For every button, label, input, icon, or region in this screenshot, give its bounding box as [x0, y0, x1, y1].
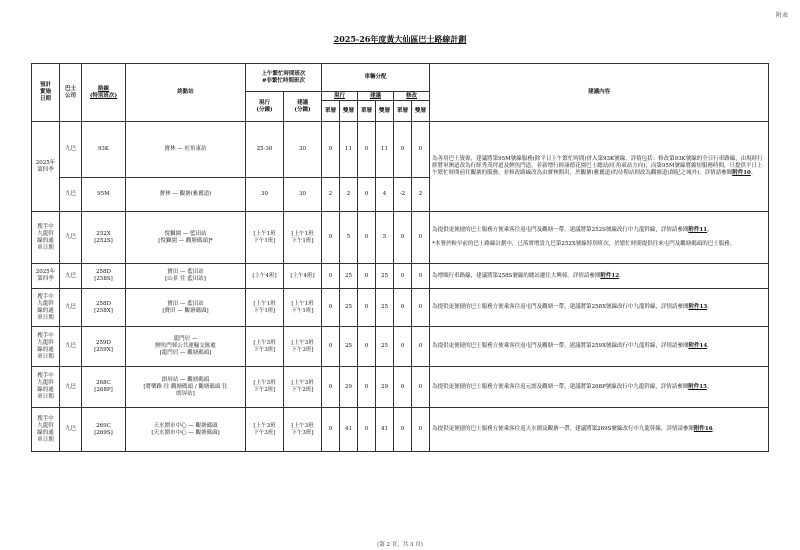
implementation-date: 搜手中 九龍幹 線的通 車日期 — [32, 367, 60, 408]
alloc-change-double: 0 — [394, 327, 412, 367]
alloc-current-single: 25 — [340, 289, 358, 327]
proposal-remarks: 為提供更便捷的巴士服務方便乘客往返屯門及觀塘一帶，建議將第258X號線改行中九龍幹線，詳情請參閱附件13。 — [430, 289, 769, 327]
proposal-remarks: 為提供更便捷的巴士服務方便乘客往返天水圍及觀塘一帶，建議將第269S號線改行中九龍幹線，詳情請參閱附件16。 — [430, 408, 769, 452]
annex-label: 附表 — [775, 12, 788, 19]
alloc-current-double: 0 — [322, 264, 340, 289]
freq-proposed: [上午4班] — [284, 264, 322, 289]
bus-company: 九巴 — [60, 408, 82, 452]
table-row — [32, 327, 769, 367]
header-deck-single: 雙層 — [376, 101, 394, 122]
freq-proposed: [上午3班 下午3班] — [284, 408, 322, 452]
alloc-change-double: 0 — [394, 289, 412, 327]
header-route: 路線 (特別班次) — [82, 64, 126, 122]
header-deck-single: 雙層 — [340, 101, 358, 122]
route-termini: 寶田 — 藍田站 [山景 往 藍田站] — [126, 264, 246, 289]
header-company: 巴士 公司 — [60, 64, 82, 122]
route-number: 258D [258X] — [82, 289, 126, 327]
alloc-current-single: 29 — [340, 367, 358, 408]
table-row — [32, 289, 769, 327]
route-termini: 寶林 — 旺角東站 — [126, 122, 246, 178]
table-row — [32, 408, 769, 452]
alloc-change-single: 0 — [412, 264, 430, 289]
freq-current: [上午3班 下午2班] — [246, 367, 284, 408]
alloc-proposed-double: 0 — [358, 178, 376, 212]
alloc-change-double: 0 — [394, 264, 412, 289]
table-row — [32, 122, 769, 178]
header-deck-single: 雙層 — [412, 101, 430, 122]
alloc-current-single: 25 — [340, 264, 358, 289]
implementation-date: 搜手中 九龍幹 線的通 車日期 — [32, 408, 60, 452]
alloc-current-single: 41 — [340, 408, 358, 452]
freq-proposed: [上午1班 下午1班] — [284, 212, 322, 264]
freq-current: [上午4班] — [246, 264, 284, 289]
header-alloc-proposed: 建議 — [358, 92, 394, 101]
bus-company: 九巴 — [60, 178, 82, 212]
route-number: 93K — [82, 122, 126, 178]
route-termini: 悅獅園 — 藍田站 [悅獅園 — 觀塘碼頭]* — [126, 212, 246, 264]
alloc-proposed-single: 25 — [376, 264, 394, 289]
bus-company: 九巴 — [60, 289, 82, 327]
route-number: 268C [268P] — [82, 367, 126, 408]
bus-company: 九巴 — [60, 264, 82, 289]
implementation-date: 搜手中 九龍幹 線的通 車日期 — [32, 289, 60, 327]
header-deck-double: 單層 — [358, 101, 376, 122]
table-row — [32, 212, 769, 264]
alloc-proposed-single: 11 — [376, 122, 394, 178]
header-frequency: 上午繁忙時間班次 #非繁忙時間班次 — [246, 64, 322, 92]
alloc-current-single: 25 — [340, 327, 358, 367]
alloc-current-double: 2 — [322, 178, 340, 212]
alloc-proposed-double: 0 — [358, 289, 376, 327]
freq-current: 30 — [246, 178, 284, 212]
route-termini: 天水圍市中心 — 觀塘碼頭 [天水圍市中心 — 觀塘碼頭] — [126, 408, 246, 452]
alloc-proposed-double: 0 — [358, 327, 376, 367]
alloc-proposed-single: 25 — [376, 289, 394, 327]
route-number: 95M — [82, 178, 126, 212]
header-freq-current: 現行 (分鐘) — [246, 92, 284, 122]
alloc-current-single: 11 — [340, 122, 358, 178]
alloc-proposed-single: 4 — [376, 178, 394, 212]
alloc-current-single: 5 — [340, 212, 358, 264]
alloc-proposed-single: 5 — [376, 212, 394, 264]
bus-company: 九巴 — [60, 327, 82, 367]
page-title: 2025-26年度黃大仙區巴士路線計劃 — [333, 34, 467, 44]
freq-proposed: [上午3班 下午3班] — [284, 327, 322, 367]
alloc-proposed-single: 25 — [376, 327, 394, 367]
implementation-date: 搜手中 九龍幹 線的通 車日期 — [32, 212, 60, 264]
bus-company: 九巴 — [60, 122, 82, 178]
alloc-proposed-double: 0 — [358, 212, 376, 264]
implementation-date: 2025年 第四季 — [32, 264, 60, 289]
alloc-proposed-double: 0 — [358, 408, 376, 452]
alloc-proposed-double: 0 — [358, 122, 376, 178]
alloc-current-double: 0 — [322, 289, 340, 327]
header-termini: 終點站 — [126, 64, 246, 122]
freq-current: 25-30 — [246, 122, 284, 178]
freq-proposed: [上午1班 下午1班] — [284, 289, 322, 327]
alloc-change-single: 0 — [412, 122, 430, 178]
route-termini: 龍門居 — 鯉魚門邨公共運輸交匯處 [龍門居 — 觀塘碼頭] — [126, 327, 246, 367]
alloc-change-double: 0 — [394, 122, 412, 178]
header-freq-proposed: 建議 (分鐘) — [284, 92, 322, 122]
alloc-current-double: 0 — [322, 327, 340, 367]
annex-reference: 附件15 — [688, 383, 707, 390]
alloc-proposed-single: 41 — [376, 408, 394, 452]
route-number: 269C [269S] — [82, 408, 126, 452]
freq-current: [上午1班 下午1班] — [246, 289, 284, 327]
alloc-current-double: 0 — [322, 367, 340, 408]
header-alloc-current: 現行 — [322, 92, 358, 101]
alloc-change-double: 0 — [394, 408, 412, 452]
freq-current: [上午1班 下午1班] — [246, 212, 284, 264]
alloc-change-double: 0 — [394, 367, 412, 408]
alloc-current-double: 0 — [322, 408, 340, 452]
alloc-change-single: 0 — [412, 408, 430, 452]
header-date: 預計 實施 日期 — [32, 64, 60, 122]
proposal-remarks: 為提供更便捷的巴士服務方便乘客往返屯門及觀塘一帶，建議將第252S號線改行中九龍幹線，詳情請參閱附件11。 *本署於較早前的巴士路線計劃中，已落實增設九巴第252X號線特別班次，於繁忙時間提供往來屯門及觀塘碼頭的巴士服務。 — [430, 212, 769, 264]
alloc-change-double: 0 — [394, 212, 412, 264]
alloc-current-double: 0 — [322, 212, 340, 264]
alloc-change-single: 2 — [412, 178, 430, 212]
implementation-date: 2025年 第四季 — [32, 122, 60, 212]
route-termini: 朗屏站 — 觀塘碼頭 [將樂路 往 觀塘碼頭 / 觀塘碼頭 往 朗屏站] — [126, 367, 246, 408]
freq-current: [上午3班 下午3班] — [246, 408, 284, 452]
annex-reference: 附件12 — [600, 272, 620, 279]
header-remarks: 建議內容 — [430, 64, 769, 122]
remark-footnote: *本署於較早前的巴士路線計劃中，已落實增設九巴第252X號線特別班次，於繁忙時間提供往來屯門及觀塘碼頭的巴士服務。 — [432, 241, 736, 247]
alloc-current-double: 0 — [322, 122, 340, 178]
alloc-change-single: 0 — [412, 327, 430, 367]
proposal-remarks: 為提供更便捷的巴士服務方便乘客往返屯門及觀塘一帶，建議將第259X號線改行中九龍幹線，詳情請參閱附件14。 — [430, 327, 769, 367]
bus-company: 九巴 — [60, 367, 82, 408]
route-termini: 寶田 — 藍田站 [寶田 — 觀塘碼頭] — [126, 289, 246, 327]
freq-proposed: 30 — [284, 178, 322, 212]
annex-reference: 附件16 — [693, 426, 713, 432]
annex-reference: 附件13 — [688, 304, 708, 310]
header-deck-double: 單層 — [394, 101, 412, 122]
route-number: 258D [258S] — [82, 264, 126, 289]
table-row — [32, 367, 769, 408]
freq-current: [上午3班 下午3班] — [246, 327, 284, 367]
alloc-proposed-double: 0 — [358, 264, 376, 289]
annex-reference: 附件11 — [688, 227, 708, 233]
alloc-proposed-single: 29 — [376, 367, 394, 408]
alloc-change-single: 0 — [412, 212, 430, 264]
annex-reference: 附件14 — [688, 343, 708, 349]
alloc-change-single: 0 — [412, 367, 430, 408]
route-number: 259D [259X] — [82, 327, 126, 367]
implementation-date: 搜手中 九龍幹 線的通 車日期 — [32, 327, 60, 367]
bus-route-plan-table — [31, 63, 769, 452]
proposal-remarks: 為增順行車路線，建議將第258S號線的總站遷往大興邨。詳情請參閱附件12。 — [430, 264, 769, 289]
alloc-change-single: 0 — [412, 289, 430, 327]
alloc-current-single: 2 — [340, 178, 358, 212]
proposal-remarks: 為善用巴士資源，建議將第95M號線服務(除平日上午繁忙時間)併入第93K號線，詳情包括：修改第93K號線的全日行車路線，由現時行經將軍澳道改為行經秀茂坪道及鯉魚門道，並新增行經康德花園巴士總站(旺角東站方向)；而第95M號線將縮短服務時間，只提供平日上午繁忙時間前往觀塘的服務，並修改路線改為由寶林開出，於觀塘(雅麗道)的待勒站則改為觀塘道(創紀之城外)。詳情請參閱附件10。 — [430, 122, 769, 212]
header-alloc-change: 修改 — [394, 92, 430, 101]
header-deck-double: 單層 — [322, 101, 340, 122]
bus-company: 九巴 — [60, 212, 82, 264]
alloc-change-double: -2 — [394, 178, 412, 212]
annex-reference: 附件10 — [732, 170, 751, 176]
page-footer: (第 2 頁，共 3 頁) — [377, 542, 423, 548]
freq-proposed: 30 — [284, 122, 322, 178]
route-number: 252X [252S] — [82, 212, 126, 264]
header-allocation: 車輛分配 — [322, 64, 430, 92]
table-row — [32, 264, 769, 289]
route-termini: 寶林 — 觀塘(雅麗道) — [126, 178, 246, 212]
alloc-proposed-double: 0 — [358, 367, 376, 408]
freq-proposed: [上午3班 下午2班] — [284, 367, 322, 408]
proposal-remarks: 為提供更便捷的巴士服務方便乘客往返元朗及觀塘一帶，建議將第268P號線改行中九龍幹線，詳情請參閱附件15。 — [430, 367, 769, 408]
